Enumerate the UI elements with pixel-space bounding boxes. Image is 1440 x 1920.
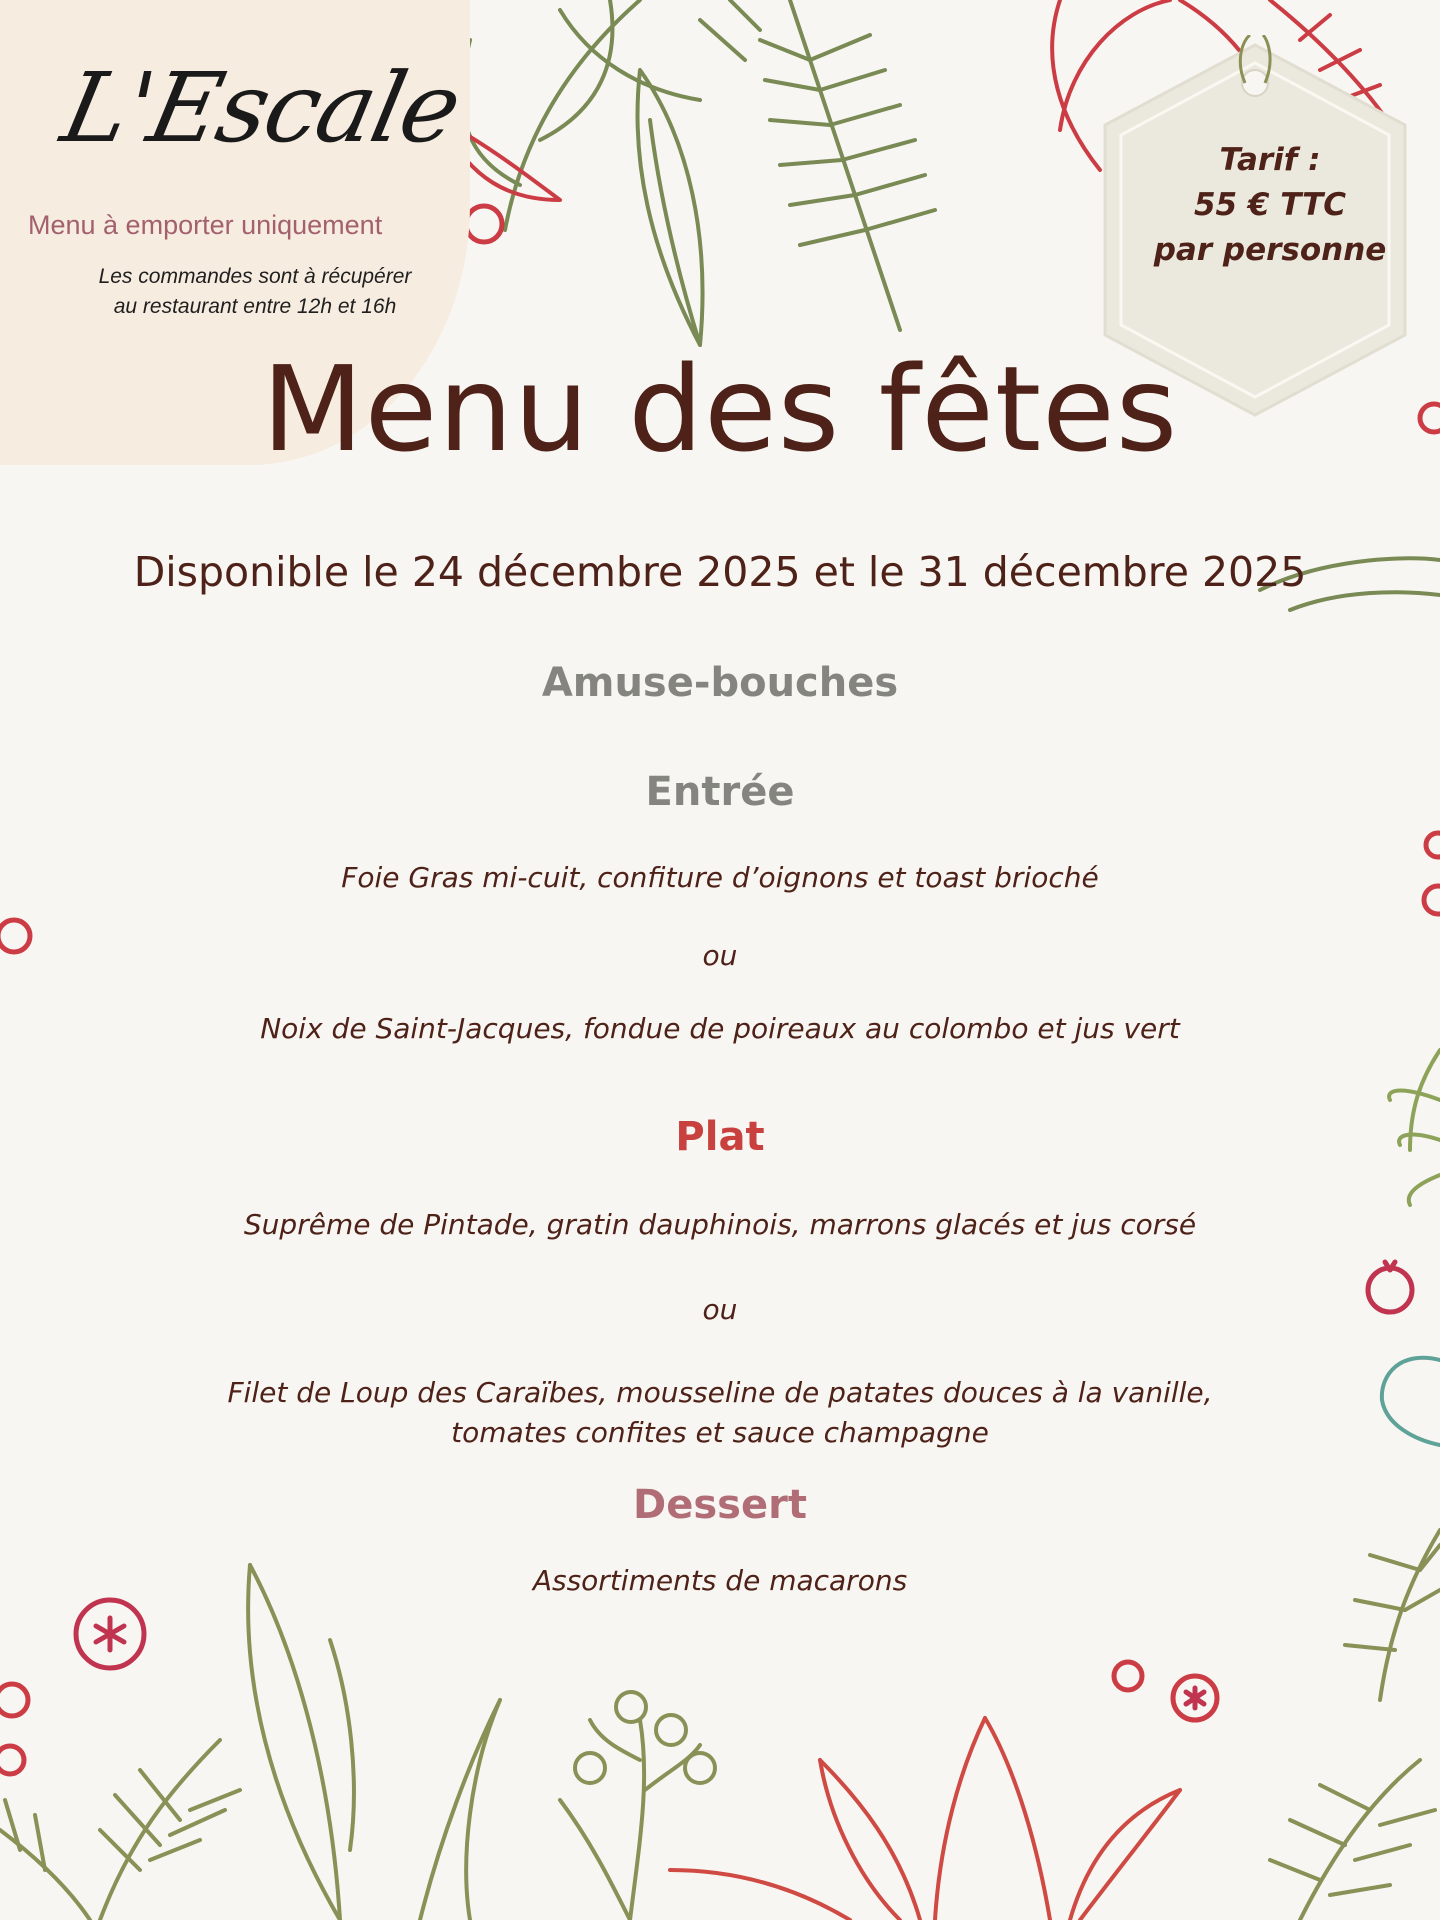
pickup-line-2: au restaurant entre 12h et 16h bbox=[113, 295, 397, 318]
restaurant-logo bbox=[53, 40, 469, 190]
pickup-info bbox=[60, 262, 450, 322]
heading-plat: Plat bbox=[675, 1114, 765, 1160]
heading-amuse-bouches: Amuse-bouches bbox=[541, 660, 899, 706]
plat-option-2 bbox=[0, 1373, 1440, 1453]
logo-text: L'Escale bbox=[53, 52, 469, 164]
takeaway-note: Menu à emporter uniquement bbox=[28, 210, 383, 240]
page-title: Menu des fêtes bbox=[261, 340, 1179, 478]
price-unit: par personne bbox=[1153, 232, 1387, 268]
plat-option-1: Suprême de Pintade, gratin dauphinois, marrons glacés et jus corsé bbox=[243, 1208, 1197, 1241]
plat-option-2-line-2: tomates confites et sauce champagne bbox=[451, 1416, 989, 1449]
price-info bbox=[1110, 138, 1430, 273]
pickup-line-1: Les commandes sont à récupérer bbox=[98, 265, 412, 288]
plat-option-2-line-1: Filet de Loup des Caraïbes, mousseline de patates douces à la vanille, bbox=[227, 1376, 1213, 1409]
dessert-option-1: Assortiments de macarons bbox=[532, 1564, 908, 1597]
entree-separator: ou bbox=[702, 939, 738, 972]
price-amount: 55 € TTC bbox=[1193, 187, 1347, 223]
availability-dates: Disponible le 24 décembre 2025 et le 31 décembre 2025 bbox=[133, 548, 1307, 596]
heading-dessert: Dessert bbox=[633, 1482, 807, 1528]
heading-entree: Entrée bbox=[645, 769, 795, 815]
entree-option-2: Noix de Saint-Jacques, fondue de poireaux au colombo et jus vert bbox=[260, 1012, 1180, 1045]
plat-separator: ou bbox=[702, 1293, 738, 1326]
price-label: Tarif : bbox=[1219, 142, 1321, 178]
entree-option-1: Foie Gras mi-cuit, confiture d’oignons et toast brioché bbox=[341, 861, 1099, 894]
